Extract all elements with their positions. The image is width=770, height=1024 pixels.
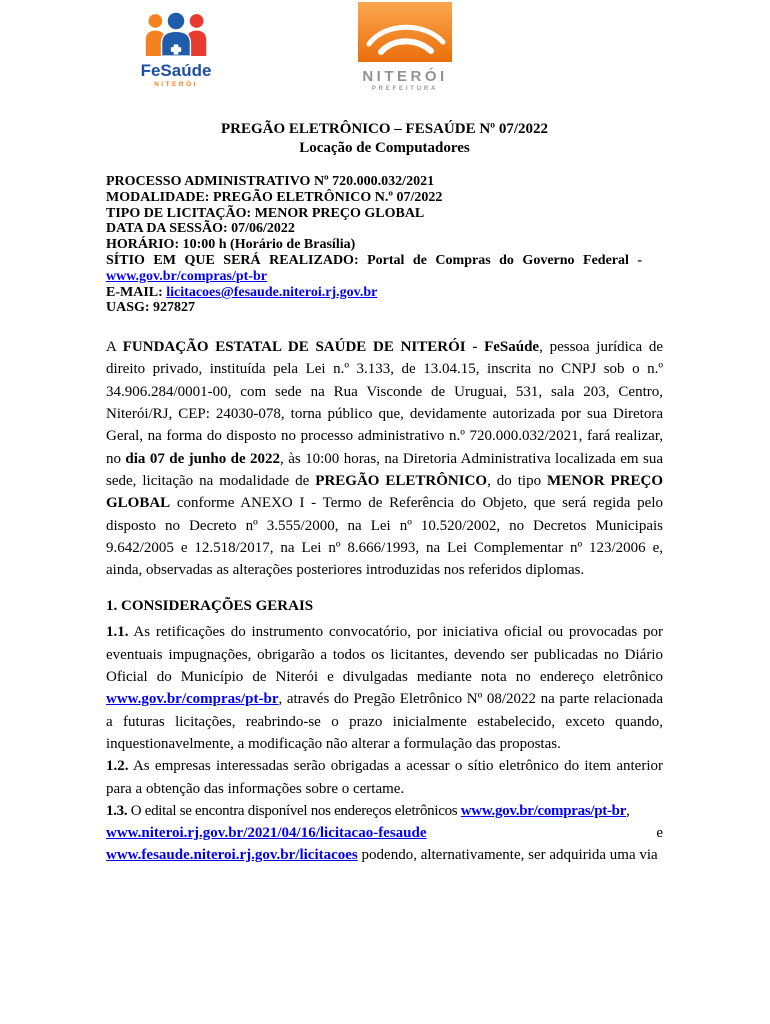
intro-paragraph xyxy=(106,336,663,581)
fesaude-logo-title: FeSaúde xyxy=(140,61,212,80)
text-run: , pessoa jurídica de direito privado, instituída pela Lei n.º 3.133, de 13.04.15, inscrita no CNPJ sob o n.º 34.906.284/0001-00, com sede na Rua Visconde de Uruguai, 531, sala 203, Centro, Niterói/RJ, CEP: 24030-078, torna público que, devidamente autorizada por sua Diretora Geral, na forma do disposto no processo administrativo n.º 720.000.032/2021, fará realizar, no xyxy=(106,339,663,467)
text-run: E-MAIL: xyxy=(106,284,167,300)
sitio-line: SÍTIO EM QUE SERÁ REALIZADO: Portal de Compras do Governo Federal - xyxy=(106,252,643,268)
paragraph-1-3-line2 xyxy=(106,822,663,844)
sitio-link-line xyxy=(106,269,663,285)
text-run: As retificações do instrumento convocatório, por iniciativa oficial ou provocadas por eventuais impugnações, obrigarão a todos os licitantes, devendo ser publicadas no Diário Oficial do Município de Niterói e divulgadas mediante nota no endereço eletrônico xyxy=(106,624,663,686)
text-run: , através do Pregão Eletrônico Nº 08/2022 na parte relacionada a futuras licitações, reabrindo-se o prazo inicialmente estabelecido, exceto quando, inquestionavelmente, a modificação não alterar a formulação das propostas. xyxy=(106,691,663,752)
text-run: A xyxy=(106,339,123,356)
text-run: 1.2. xyxy=(106,758,129,775)
horario-line: HORÁRIO: 10:00 h (Horário de Brasília) xyxy=(106,237,356,253)
hyperlink[interactable]: licitacoes@fesaude.niteroi.rj.gov.br xyxy=(166,284,378,300)
paragraph-1-3-line3 xyxy=(106,844,663,866)
text-run: As empresas interessadas serão obrigadas a acessar o sítio eletrônico do item anterior para a obtenção das informações sobre o certame. xyxy=(106,758,663,797)
text-run: 1.3. xyxy=(106,802,128,819)
info-block xyxy=(106,174,663,316)
text-run: , xyxy=(626,802,630,819)
hyperlink[interactable]: www.gov.br/compras/pt-br xyxy=(106,268,267,284)
email-line xyxy=(106,285,663,301)
hyperlink[interactable]: www.gov.br/compras/pt-br xyxy=(106,691,279,708)
paragraph-1-1 xyxy=(106,621,663,755)
uasg-line: UASG: 927827 xyxy=(106,300,196,316)
title-line1: PREGÃO ELETRÔNICO – FESAÚDE Nº 07/2022 xyxy=(220,121,549,137)
hyperlink[interactable]: www.fesaude.niteroi.rj.gov.br/licitacoes xyxy=(106,847,358,864)
title-line2: Locação de Computadores xyxy=(299,140,470,156)
tipo-licitacao-line: TIPO DE LICITAÇÃO: MENOR PREÇO GLOBAL xyxy=(106,205,425,221)
section1-heading: 1. CONSIDERAÇÕES GERAIS xyxy=(106,598,314,615)
text-run: dia 07 de junho de 2022 xyxy=(125,450,281,467)
text-run: FUNDAÇÃO ESTATAL DE SAÚDE DE NITERÓI - FeSaúde xyxy=(122,339,540,356)
swoosh-icon xyxy=(358,2,452,62)
niteroi-logo-subtitle: PREFEITURA xyxy=(371,86,439,92)
text-run: conforme ANEXO I - Termo de Referência do Objeto, que será regida pelo disposto no Decreto nº 3.555/2000, na Lei nº 10.520/2002, no Decretos Municipais 9.642/2005 e 12.518/2017, na Lei nº 8.666/1993, na Lei Complementar nº 123/2006 e, ainda, observadas as alterações posteriores introduzidas nos referidos diplomas. xyxy=(106,495,663,579)
data-sessao-line: DATA DA SESSÃO: 07/06/2022 xyxy=(106,221,295,237)
hyperlink[interactable]: www.gov.br/compras/pt-br xyxy=(460,802,627,819)
document-title xyxy=(106,120,663,158)
hyperlink[interactable]: www.niteroi.rj.gov.br/2021/04/16/licitacao-fesaude xyxy=(106,825,427,842)
text-run: , do tipo xyxy=(487,472,548,489)
text-run: e xyxy=(656,825,663,842)
text-run: 1.1. xyxy=(106,624,129,641)
processo-line: PROCESSO ADMINISTRATIVO Nº 720.000.032/2021 xyxy=(106,174,435,189)
paragraph-1-3-line1 xyxy=(106,800,663,822)
text-run: PREGÃO ELETRÔNICO xyxy=(315,472,488,489)
text-run: podendo, alternativamente, ser adquirida uma via xyxy=(357,847,658,864)
niteroi-logo-title: NITERÓI xyxy=(362,68,448,85)
paragraph-1-2 xyxy=(106,755,663,800)
document-header xyxy=(106,0,663,112)
fesaude-logo xyxy=(134,12,218,88)
fesaude-logo-subtitle: NITERÓI xyxy=(154,81,198,88)
modalidade-line: MODALIDADE: PREGÃO ELETRÔNICO N.º 07/2022 xyxy=(106,189,443,205)
people-icon xyxy=(145,12,207,56)
text-run: , às 10:00 horas, na Diretoria Administrativa localizada em sua sede, licitação na modalidade de xyxy=(106,450,663,489)
text-run: O edital se encontra disponível nos endereços eletrônicos xyxy=(127,802,461,819)
niteroi-logo xyxy=(356,2,454,92)
text-run: MENOR PREÇO GLOBAL xyxy=(106,472,663,512)
